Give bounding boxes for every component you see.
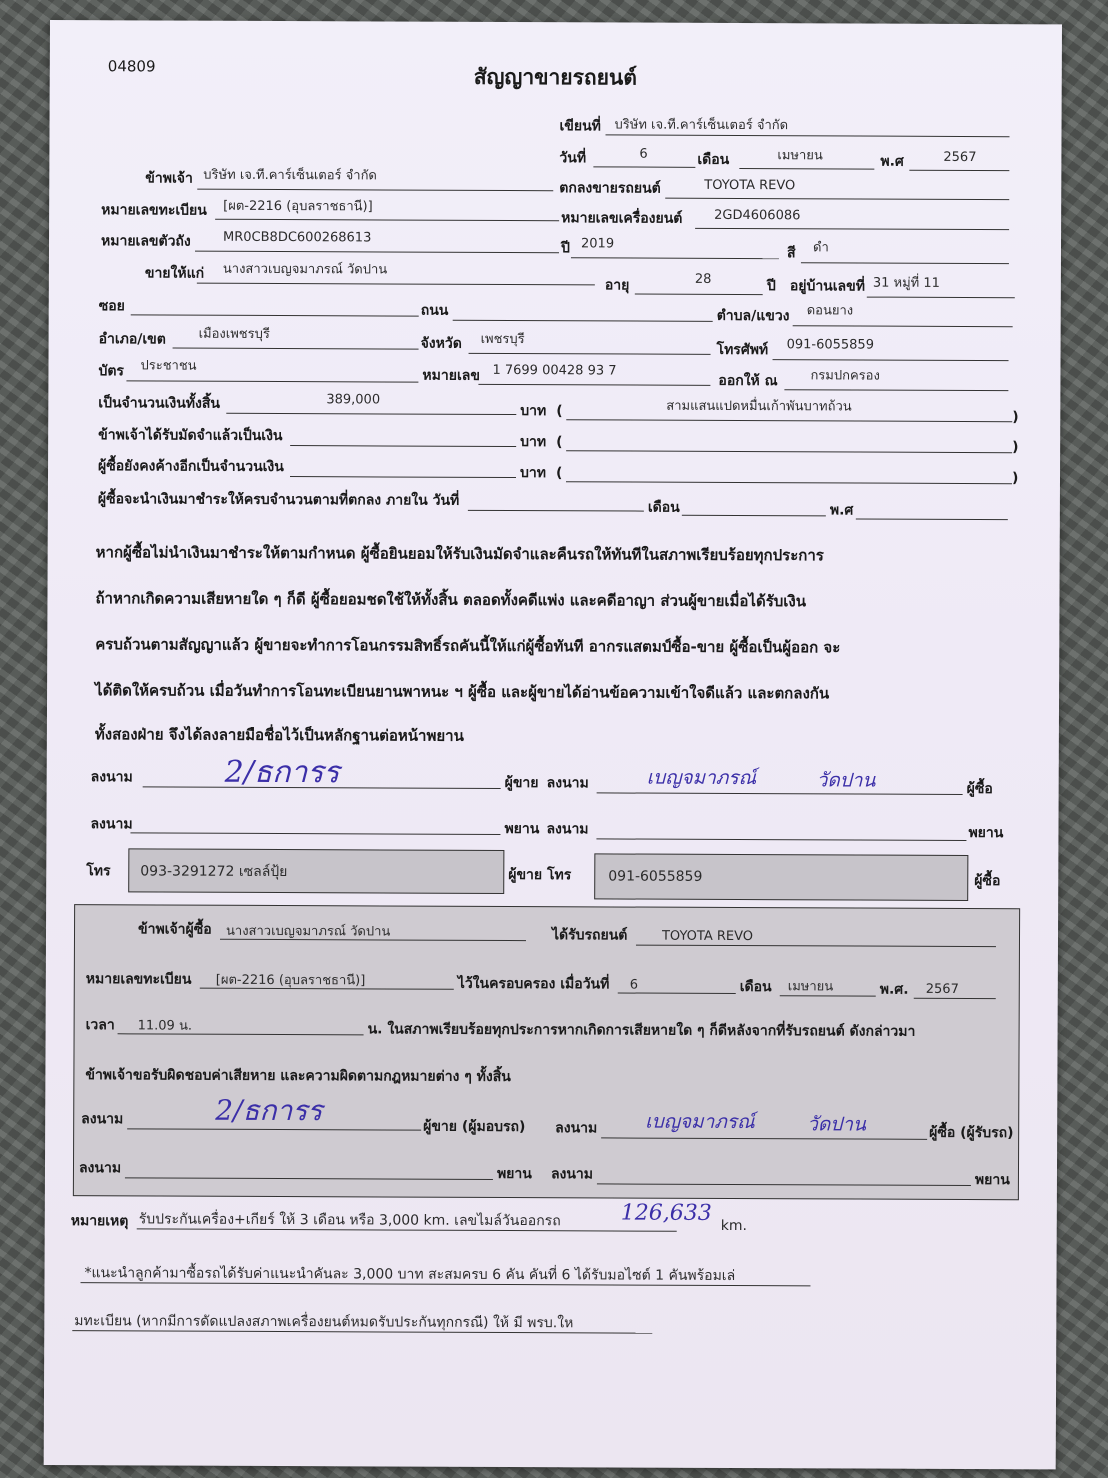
phone-line (773, 359, 1009, 361)
remaining-line (290, 476, 516, 478)
pay-month-label: เดือน (647, 499, 680, 516)
receipt-witness2-label: ลงนาม (550, 1166, 594, 1183)
total-words-line (566, 419, 1012, 422)
receipt-seller-signature: 2/ธการร (215, 1093, 323, 1128)
total-line (226, 413, 516, 415)
reg-label: หมายเลขทะเบียน (101, 202, 207, 219)
soi-line (131, 314, 419, 316)
day-line (593, 166, 695, 167)
receipt-reg-label: หมายเลขทะเบียน (85, 971, 192, 988)
note-line (137, 1228, 677, 1231)
pay-year-line (856, 519, 1008, 521)
receipt-year-label: พ.ศ. (879, 981, 909, 998)
card-line (126, 380, 418, 382)
body-line-5: ทั้งสองฝ่าย จึงได้ลงลายมือชื่อไว้เป็นหลักฐานต่อหน้าพยาน (94, 725, 464, 745)
province-value: เพชรบุรี (480, 331, 525, 348)
receipt-time-label: เวลา (85, 1017, 115, 1034)
seller-signature: 2/ธการร (224, 754, 340, 791)
total-paren-close: ) (1012, 409, 1019, 426)
receipt-buyer-value: นางสาวเบญจมาภรณ์ วัดปาน (225, 923, 391, 940)
buyer-label: ขายให้แก่ (144, 265, 205, 282)
engine-line (695, 228, 1009, 230)
year-line (909, 170, 1009, 171)
year-label: พ.ศ (880, 153, 904, 170)
seller-label: ข้าพเจ้า (145, 170, 193, 187)
model-year-value: 2019 (580, 236, 615, 252)
body-line-3: ครบถ้วนตามสัญญาแล้ว ผู้ขายจะทำการโอนกรรมสิทธิ์รถคันนี้ให้แก่ผู้ซื้อทันที อากรแสตมป์ซื้อ-ขาย ผู้ซื้อเป็นผู้ออก จะ (95, 635, 841, 657)
deposit-paren-close: ) (1012, 439, 1019, 456)
engine-value: 2GD4606086 (714, 207, 801, 224)
remaining-words-line (566, 481, 1012, 484)
receipt-time-value: 11.09 น. (137, 1018, 193, 1034)
receipt-month-value: เมษายน (787, 979, 834, 995)
age-line (635, 294, 763, 296)
issued-line (784, 389, 1008, 391)
road-line (453, 320, 713, 322)
deposit-label: ข้าพเจ้าได้รับมัดจำแล้วเป็นเงิน (98, 427, 283, 445)
color-value: ดำ (812, 240, 829, 256)
witness2-role: พยาน (968, 825, 1004, 842)
receipt-month-label: เดือน (739, 979, 772, 996)
witness2-sign-label: ลงนาม (546, 821, 589, 838)
total-words: สามแสนแปดหมื่นเก้าพันบาทถ้วน (666, 398, 852, 415)
seller-sign-label: ลงนาม (90, 769, 133, 786)
page-title: สัญญาขายรถยนต์ (473, 64, 637, 90)
phone-value: 091-6055859 (786, 337, 875, 353)
color-label: สี (786, 245, 796, 262)
total-paren-open: ( (556, 403, 563, 420)
seller-line (197, 189, 553, 192)
buyer-phone-value: 091-6055859 (608, 868, 703, 885)
remaining-baht: บาท (519, 465, 547, 482)
color-line (801, 262, 1009, 264)
subdistrict-value: ดอนยาง (806, 303, 854, 319)
mileage-unit: km. (720, 1217, 747, 1235)
road-label: ถนน (420, 302, 449, 319)
total-baht: บาท (520, 403, 547, 420)
month-label: เดือน (697, 151, 730, 168)
year-value: 2567 (943, 149, 977, 166)
total-value: 389,000 (326, 392, 381, 408)
receipt-year-value: 2567 (925, 981, 959, 997)
deposit-words-line (566, 450, 1012, 453)
reg-line (215, 219, 559, 222)
subdistrict-line (793, 325, 1013, 327)
reg-value: [ผต-2216 (อุบลราชธานี)] (223, 198, 373, 215)
chassis-value: MR0CB8DC600268613 (223, 229, 372, 246)
receipt-seller-sign-label: ลงนาม (81, 1111, 124, 1128)
deposit-paren-open: ( (556, 434, 563, 451)
seller-phone-role: ผู้ขาย โทร (508, 867, 572, 884)
seller-phone-label: โทร (86, 863, 111, 880)
deposit-line (290, 445, 516, 447)
buyer-role: ผู้ซื้อ (966, 781, 993, 798)
age-unit: ปี (766, 278, 776, 295)
total-label: เป็นจำนวนเงินทั้งสิ้น (98, 395, 221, 412)
deposit-baht: บาท (520, 434, 547, 451)
car-line (665, 198, 1009, 201)
pay-month-line (682, 515, 826, 517)
mileage-handwritten: 126,633 (620, 1200, 712, 1226)
written-at-value: บริษัท เจ.ที.คาร์เซ็นเตอร์ จำกัด (614, 117, 789, 134)
card-no-line (478, 384, 710, 386)
receipt-seller-role: ผู้ขาย (ผู้มอบรถ) (423, 1118, 526, 1136)
body-line-2: ถ้าหากเกิดความเสียหายใด ๆ ก็ดี ผู้ซื้อยอมชดใช้ให้ทั้งสิ้น ตลอดทั้งคดีแพ่ง และคดีอาญา ส่วนผู้ขายเมื่อได้รับเงิน (95, 589, 807, 611)
model-year-line (571, 257, 779, 259)
contract-sheet (44, 20, 1062, 1469)
chassis-line (195, 251, 559, 254)
buyer-phone-role: ผู้ซื้อ (974, 873, 1001, 890)
engine-label: หมายเลขเครื่องยนต์ (561, 210, 683, 227)
card-no-label: หมายเลข (422, 367, 480, 384)
remaining-label: ผู้ซื้อยังคงค้างอีกเป็นจำนวนเงิน (98, 458, 284, 476)
buyer-signature-last: วัดปาน (816, 769, 876, 792)
receipt-witness2-role: พยาน (974, 1172, 1010, 1189)
pay-day-line (468, 510, 644, 512)
witness1-sign-label: ลงนาม (90, 816, 133, 833)
remaining-paren-close: ) (1011, 470, 1019, 487)
receipt-buyer-label: ข้าพเจ้าผู้ซื้อ (137, 921, 212, 938)
car-receipt-section (73, 904, 1020, 1200)
district-label: อำเภอ/เขต (98, 331, 166, 348)
house-value: 31 หมู่ที่ 11 (872, 275, 940, 291)
seller-role: ผู้ขาย (504, 774, 539, 792)
note-line-3: มทะเบียน (หากมีการดัดแปลงสภาพเครื่องยนต์หมดรับประกันทุกกรณี) ให้ มี พรบ.ให (74, 1313, 574, 1332)
car-value: TOYOTA REVO (704, 177, 796, 194)
buyer-sign-line (597, 792, 963, 795)
buyer-sign-label: ลงนาม (546, 775, 589, 792)
witness1-sign-line (130, 832, 500, 835)
age-label: อายุ (604, 277, 630, 294)
seller-value: บริษัท เจ.ที.คาร์เซ็นเตอร์ จำกัด (203, 167, 377, 184)
province-label: จังหวัด (420, 335, 462, 352)
agree-label: ตกลงขายรถยนต์ (559, 180, 661, 197)
note-label: หมายเหตุ (70, 1213, 129, 1230)
phone-label: โทรศัพท์ (716, 341, 769, 359)
buyer-line (197, 283, 595, 286)
pay-label: ผู้ซื้อจะนำเงินมาชำระให้ครบจำนวนตามที่ตกลง ภายใน วันที่ (97, 491, 460, 509)
receipt-buyer-signature-first: เบญจมาภรณ์ (645, 1110, 755, 1134)
receipt-time-suffix: น. ในสภาพเรียบร้อยทุกประการหากเกิดการเสียหายใด ๆ ก็ดีหลังจากที่รับรถยนต์ ดังกล่าวมา (367, 1021, 916, 1040)
body-line-1: หากผู้ซื้อไม่นำเงินมาชำระให้ตามกำหนด ผู้ซื้อยินยอมให้รับเงินมัดจำและคืนรถให้ทันทีในสภาพเรียบร้อยทุกประการ (95, 543, 824, 565)
note-line-2: *แนะนำลูกค้ามาซื้อรถได้รับค่าแนะนำคันละ 3,000 บาท สะสมครบ 6 คัน คันที่ 6 ได้รับมอไซต์ 1 คันพร้อมเล่ (84, 1265, 736, 1285)
receipt-car-value: TOYOTA REVO (661, 928, 754, 945)
witness2-sign-line (596, 838, 966, 841)
witness1-role: พยาน (504, 820, 540, 838)
issued-label: ออกให้ ณ (718, 372, 778, 390)
card-value: ประชาชน (140, 358, 197, 374)
receipt-witness1-role: พยาน (496, 1165, 532, 1183)
buyer-value: นางสาวเบญจมาภรณ์ วัดปาน (222, 261, 388, 278)
seller-phone-value: 093-3291272 เซลล์ปุ้ย (140, 863, 288, 881)
age-value: 28 (694, 271, 712, 287)
receipt-buyer-signature-last: วัดปาน (807, 1113, 866, 1136)
district-line (173, 348, 419, 350)
receipt-possess-label: ไว้ในครอบครอง เมื่อวันที่ (457, 975, 610, 993)
buyer-signature-first: เบญจมาภรณ์ (646, 766, 757, 790)
written-at-line (606, 134, 1010, 137)
month-line (739, 168, 874, 170)
house-line (867, 297, 1015, 299)
card-label: บัตร (98, 363, 125, 380)
province-line (469, 353, 711, 355)
remaining-paren-open: ( (555, 465, 563, 482)
written-at-label: เขียนที่ (559, 118, 601, 135)
date-label: วันที่ (559, 150, 587, 167)
subdistrict-label: ตำบล/แขวง (716, 307, 790, 325)
receipt-buyer-role: ผู้ซื้อ (ผู้รับรถ) (929, 1124, 1014, 1142)
note-text: รับประกันเครื่อง+เกียร์ ให้ 3 เดือน หรือ 3,000 km. เลขไมล์วันออกรถ (138, 1211, 561, 1230)
document-number: 04809 (107, 57, 156, 76)
chassis-label: หมายเลขตัวถัง (101, 233, 191, 250)
body-line-4: ได้ติดให้ครบถ้วน เมื่อวันทำการโอนทะเบียนยานพาหนะ ฯ ผู้ซื้อ และผู้ขายได้อ่านข้อความเข้าใจดีแล้ว และตกลงกัน (95, 681, 830, 703)
day-value: 6 (639, 146, 648, 162)
issued-value: กรมปกครอง (810, 368, 880, 384)
receipt-reg-value: [ผต-2216 (อุบลราชธานี)] (215, 972, 366, 989)
receipt-received-label: ได้รับรถยนต์ (551, 927, 628, 944)
month-value: เมษายน (777, 148, 823, 164)
receipt-day-value: 6 (629, 977, 639, 993)
soi-label: ซอย (98, 298, 125, 315)
receipt-liability: ข้าพเจ้าขอรับผิดชอบค่าเสียหาย และความผิดตามกฎหมายต่าง ๆ ทั้งสิ้น (85, 1067, 511, 1086)
house-label: อยู่บ้านเลขที่ (789, 278, 865, 295)
receipt-buyer-sign-label: ลงนาม (555, 1120, 598, 1137)
pay-year-label: พ.ศ (829, 502, 854, 519)
receipt-witness1-label: ลงนาม (78, 1160, 122, 1177)
model-year-label: ปี (560, 240, 570, 257)
district-value: เมืองเพชรบุรี (198, 326, 270, 342)
card-no-value: 1 7699 00428 93 7 (492, 362, 617, 379)
